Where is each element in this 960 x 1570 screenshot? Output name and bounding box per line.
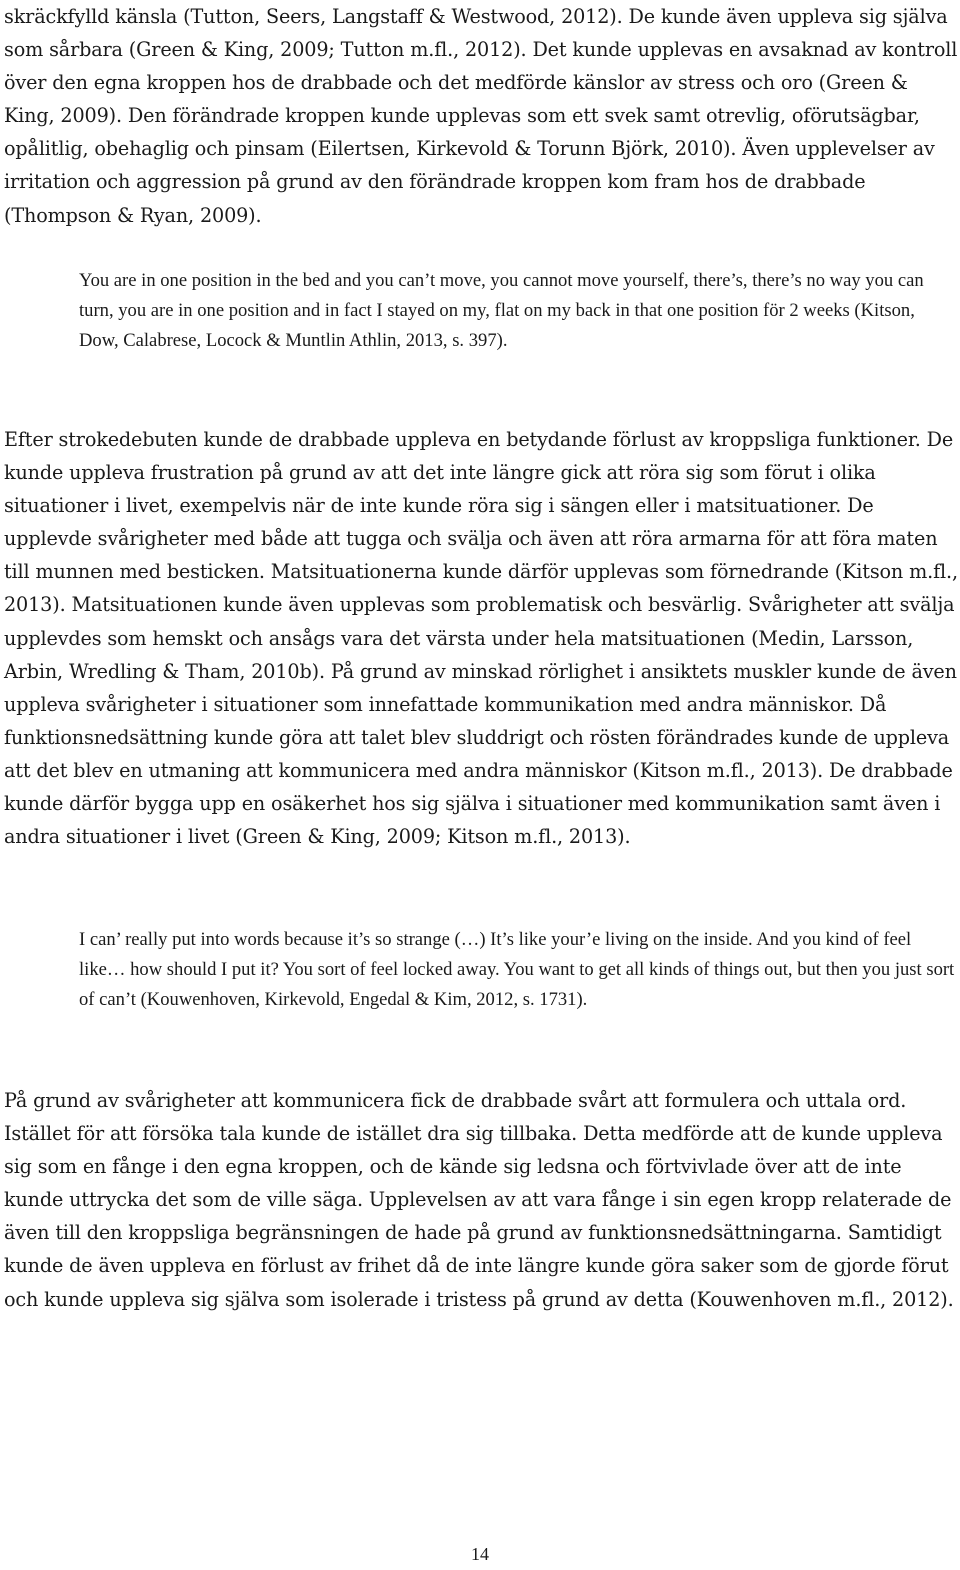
body-paragraph-3: På grund av svårigheter att kommunicera fick de drabbade svårt att formulera och uttala ord. Istället för att försöka tala kunde de istället dra sig tillbaka. Detta medförde att de kunde uppleva sig som en fånge i den egna kroppen, och de kände sig ledsna och förtvivlade över att de inte kunde uttrycka det som de ville säga. Upplevelsen av att vara fånge i sin egen kropp relaterade de även till den kroppsliga begränsningen de hade på grund av funktionsnedsättningarna. Samtidigt kunde de även uppleva en förlust av frihet då de inte längre kunde göra saker som de gjorde förut och kunde uppleva sig själva som isolerade i tristess på grund av detta (Kouwenhoven m.fl., 2012). <box>4 1089 954 1311</box>
page-number: 14 <box>471 1544 489 1564</box>
body-paragraph-1: skräckfylld känsla (Tutton, Seers, Langstaff & Westwood, 2012). De kunde även uppleva sig själva som sårbara (Green & King, 2009; Tutton m.fl., 2012). Det kunde upplevas en avsaknad av kontroll över den egna kroppen hos de drabbade och det medförde känslor av stress och oro (Green & King, 2009). Den förändrade kroppen kunde upplevas som ett svek samt otrevlig, oförutsägbar, opålitlig, obehaglig och pinsam (Eilertsen, Kirkevold & Torunn Björk, 2010). Även upplevelser av irritation och aggression på grund av den förändrade kroppen kom fram hos de drabbade (Thompson & Ryan, 2009). <box>4 5 958 227</box>
block-quote-2: I can’ really put into words because it’s so strange (…) It’s like your’e living on the inside. And you kind of feel like… how should I put it? You sort of feel locked away. You want to get all kinds of things out, but then you just sort of can’t (Kouwenhoven, Kirkevold, Engedal & Kim, 2012, s. 1731). <box>79 929 955 1010</box>
body-paragraph-2: Efter strokedebuten kunde de drabbade uppleva en betydande förlust av kroppsliga funktioner. De kunde uppleva frustration på grund av att det inte längre gick att röra sig som förut i olika situationer i livet, exempelvis när de inte kunde röra sig i sängen eller i matsituationer. De upplevde svårigheter med både att tugga och svälja och även att röra armarna för att föra maten till munnen med besticken. Matsituationerna kunde därför upplevas som förnedrande (Kitson m.fl., 2013). Matsituationen kunde även upplevas som problematisk och besvärlig. Svårigheter att svälja upplevdes som hemskt och ansågs vara det värsta under hela matsituationen (Medin, Larsson, Arbin, Wredling & Tham, 2010b). På grund av minskad rörlighet i ansiktets muskler kunde de även uppleva svårigheter i situationer som innefattade kommunikation med andra människor. Då funktionsnedsättning kunde göra att talet blev sluddrigt och rösten förändrades kunde de uppleva att det blev en utmaning att kommunicera med andra människor (Kitson m.fl., 2013). De drabbade kunde därför bygga upp en osäkerhet hos sig själva i situationer med kommunikation samt även i andra situationer i livet (Green & King, 2009; Kitson m.fl., 2013). <box>4 428 958 849</box>
block-quote-1: You are in one position in the bed and you can’t move, you cannot move yourself, there’s, there’s no way you can turn, you are in one position and in fact I stayed on my, flat on my back in that one position för 2 weeks (Kitson, Dow, Calabrese, Locock & Muntlin Athlin, 2013, s. 397). <box>79 270 924 351</box>
